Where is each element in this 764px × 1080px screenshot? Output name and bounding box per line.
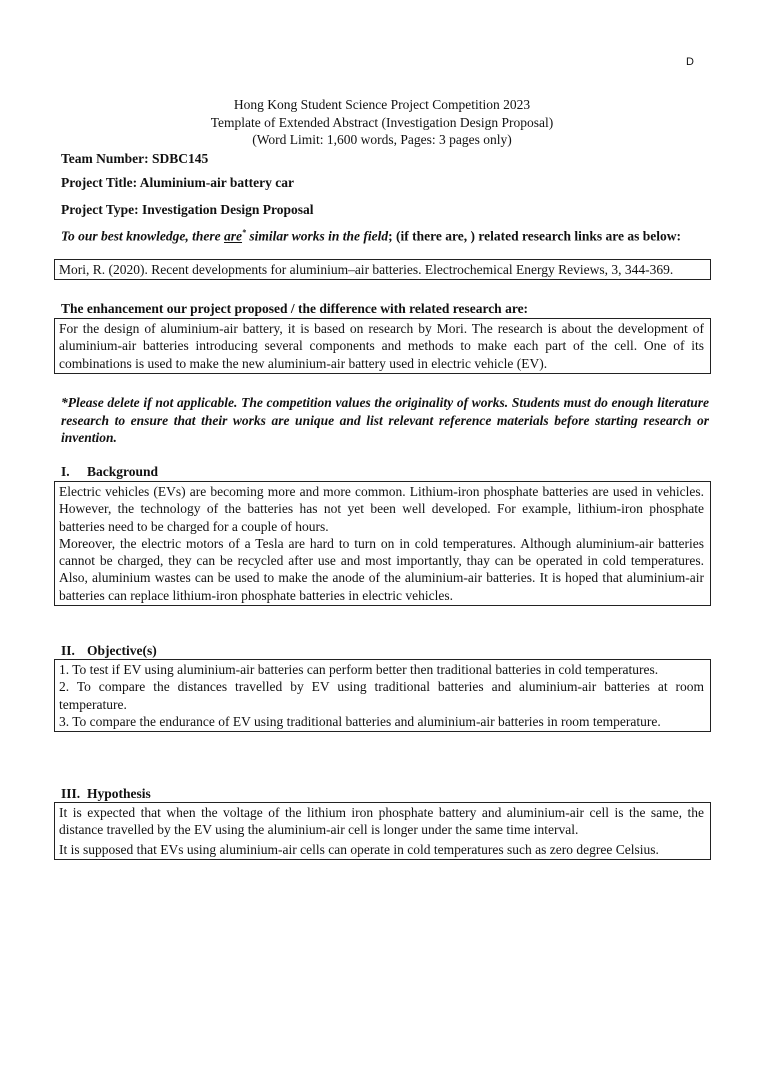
enhancement-heading: The enhancement our project proposed / the difference with related research are: (61, 301, 529, 316)
page-mark: D (686, 56, 694, 68)
document-header (60, 96, 704, 149)
background-heading (61, 464, 158, 480)
objectives-heading (61, 643, 157, 659)
similar-works-statement (61, 224, 709, 245)
team-number: Team Number: SDBC145 (61, 151, 209, 166)
similar-works-marker: * (242, 228, 247, 237)
reference-box (54, 259, 711, 280)
background-title: Background (87, 464, 159, 479)
objective-item: 1. To test if EV using aluminium-air batteries can perform better then traditional batteries in cold temperatures. (59, 662, 659, 677)
hypothesis-paragraph: It is supposed that EVs using aluminium-air cells can operate in cold temperatures such as zero degree Celsius. (59, 841, 659, 857)
hypothesis-box (54, 802, 711, 860)
objective-item: 2. To compare the distances travelled by EV using traditional batteries and aluminium-air batteries at room temperature. (59, 679, 704, 712)
header-line-1: Hong Kong Student Science Project Competition 2023 (233, 97, 531, 112)
originality-notice: *Please delete if not applicable. The competition values the originality of works. Students must do enough literature research to ensure that their works are unique and list relevant reference materials before starting research or invention. (61, 395, 709, 445)
header-line-3: (Word Limit: 1,600 words, Pages: 3 pages only) (252, 132, 512, 147)
project-title: Project Title: Aluminium-air battery car (61, 175, 294, 190)
objectives-number: II. (61, 643, 75, 658)
objectives-box (54, 659, 711, 732)
project-type: Project Type: Investigation Design Proposal (61, 202, 314, 217)
background-paragraph: Electric vehicles (EVs) are becoming more and more common. Lithium-iron phosphate batteries are used in vehicles. However, the technology of the batteries has not yet been well developed. For example, lithium-iron phosphate batteries need to be charged for a couple of hours. (59, 484, 704, 534)
enhancement-box (54, 318, 711, 374)
background-number: I. (61, 464, 70, 479)
hypothesis-paragraph: It is expected that when the voltage of the lithium iron phosphate battery and aluminium-air cell is the same, the distance travelled by the EV using the aluminium-air cell is longer under the same time interval. (59, 805, 704, 838)
similar-works-middle: similar works in the field (246, 228, 389, 244)
hypothesis-title: Hypothesis (87, 786, 151, 801)
hypothesis-heading (61, 786, 151, 802)
similar-works-suffix: ; (if there are, ) related research links are as below: (388, 228, 681, 244)
similar-works-emphasis: are (224, 228, 243, 244)
enhancement-text: For the design of aluminium-air battery, it is based on research by Mori. The research is about the development of aluminium-air batteries introducing several components and methods to make each part of the cell. One of its combinations is used to make the new aluminium-air battery used in electric vehicle (EV). (59, 321, 704, 371)
header-line-2: Template of Extended Abstract (Investigation Design Proposal) (210, 114, 554, 130)
objectives-title: Objective(s) (87, 643, 157, 658)
similar-works-prefix: To our best knowledge, there (61, 228, 225, 244)
objective-item: 3. To compare the endurance of EV using traditional batteries and aluminium-air batteries in room temperature. (59, 713, 661, 729)
background-paragraph: Moreover, the electric motors of a Tesla are hard to turn on in cold temperatures. Although aluminium-air batteries cannot be charged, they can be recycled after use and most importantly, thay can be operated in cold temperatures. Also, aluminium wastes can be used to make the anode of the aluminium-air batteries. It is hoped that aluminium-air batteries can replace lithium-iron phosphate batteries in electric vehicles. (59, 535, 704, 603)
reference-text: Mori, R. (2020). Recent developments for aluminium–air batteries. Electrochemical Energy Reviews, 3, 344-369. (59, 262, 674, 277)
hypothesis-number: III. (61, 786, 81, 801)
background-box (54, 481, 711, 606)
